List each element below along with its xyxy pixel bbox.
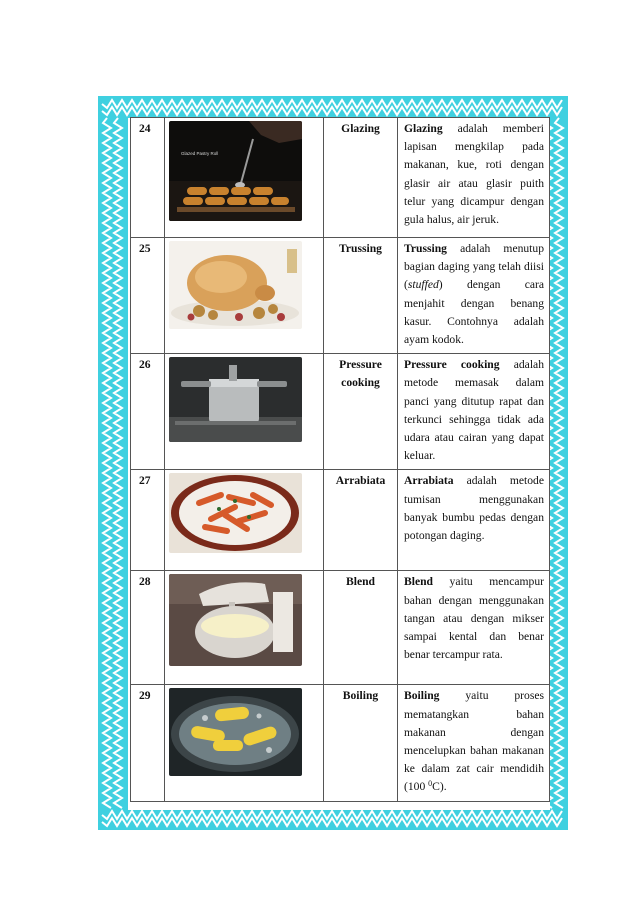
blend-mixer-photo [169,574,302,666]
description-text: ) dengan cara menjahit dengan benang kasur. Contohnya adalah ayam kodok. [404,278,544,347]
description-text: adalah menutup bagian daging yang telah diisi ( [404,242,544,292]
description-cell [398,354,550,470]
description-text: yaitu mencampur bahan dengan menggunakan tangan atau dengan mikser sampai kental dan benar benar tercampur rata. [404,575,544,662]
term-cell: Blend [324,571,398,685]
description-cell [398,470,550,571]
arrabiata-pasta-photo [169,473,302,553]
description-cell [398,685,550,801]
description-text: yaitu proses mematangkan bahan makanan dengan mencelupkan bahan makanan ke dalam zat cair mendidih (100 [404,689,544,794]
cooking-terms-table [130,117,550,802]
photo-cell [165,470,324,571]
description-cell [398,238,550,354]
table-row [131,571,550,685]
row-number: 26 [131,354,165,470]
table-row [131,238,550,354]
description-cell [398,571,550,685]
boiling-corn-photo [169,688,302,776]
table-row [131,118,550,238]
term-bold: Trussing [404,242,447,255]
term-cell [324,354,398,470]
photo-cell [165,238,324,354]
row-number: 25 [131,238,165,354]
superscript-degree: 0 [428,779,433,789]
trussing-photo [169,241,302,329]
term-line: Pressure [339,358,382,372]
description-italic: stuffed [407,278,439,292]
table-row [131,685,550,801]
glazing-photo [169,121,302,221]
table-row [131,470,550,571]
photo-cell [165,118,324,238]
term-cell: Arrabiata [324,470,398,571]
photo-cell [165,354,324,470]
term-bold: Boiling [404,689,440,703]
photo-cell [165,685,324,801]
pressure-cooker-photo [169,357,302,442]
term-cell: Boiling [324,685,398,801]
term-bold: Arrabiata [404,474,454,488]
description-cell [398,118,550,238]
photo-caption: Glazed Pastry Roll [181,151,219,156]
description-text: adalah metode memasak dalam panci yang ditutup rapat dan terkunci sehingga tidak ada udara atau cairan yang dapat keluar. [404,358,544,463]
term-bold: Pressure cooking [404,358,500,372]
term-bold: Blend [404,575,433,589]
row-number: 24 [131,118,165,238]
row-number: 27 [131,470,165,571]
description-text: adalah memberi lapisan mengkilap pada makanan, kue, roti dengan glasir air atau glasir puith telur yang dicampur dengan gula halus, air jeruk. [404,122,544,227]
term-line: cooking [341,376,380,390]
term-cell: Trussing [324,238,398,354]
table-row [131,354,550,470]
term-cell: Glazing [324,118,398,238]
term-bold: Glazing [404,122,443,135]
description-text: C). [432,780,447,794]
description-text: adalah metode tumisan menggunakan banyak bumbu pedas dengan potongan daging. [404,474,544,543]
row-number: 29 [131,685,165,801]
row-number: 28 [131,571,165,685]
photo-cell [165,571,324,685]
